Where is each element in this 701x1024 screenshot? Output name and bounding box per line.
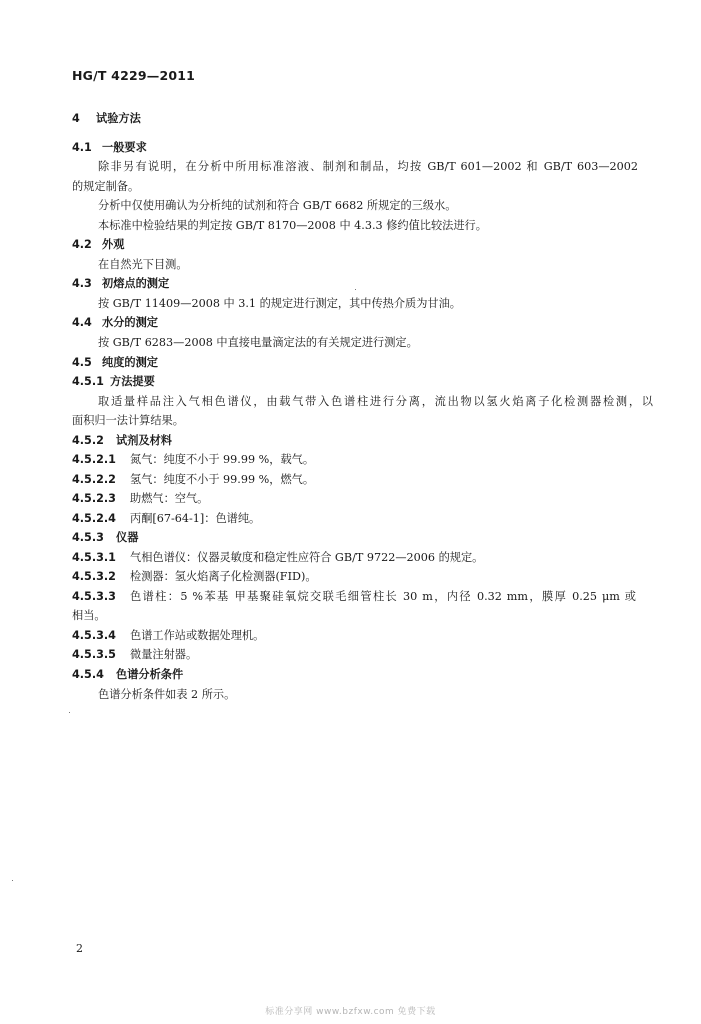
paragraph-text: 本标准中检验结果的判定按 GB/T 8170—2008 中 4.3.3 修约值比较法进行。 [98,219,487,232]
section-title: 外观 [102,238,125,251]
paragraph-text: 取适量样品注入气相色谱仪，由载气带入色谱柱进行分离，流出物以氢火焰离子化检测器检测，以 [98,395,653,408]
section-number: 4.5 [72,356,92,369]
footer-watermark: 标准分享网 www.bzfxw.com 免费下载 [265,1007,436,1017]
clause-4-5-3-2 [72,570,317,584]
section-title: 初熔点的测定 [102,277,170,290]
section-4-5-2-heading [72,434,172,448]
paragraph-text: 的规定制备。 [72,180,140,193]
scan-speck [355,289,356,290]
clause-number: 4.5.2.1 [72,453,116,466]
clause-text: 微量注射器。 [130,648,198,661]
scan-speck [69,712,70,713]
page-number: 2 [76,942,83,955]
clause-text: 丙酮[67-64-1]：色谱纯。 [130,512,261,525]
clause-number: 4.5.2.2 [72,473,116,486]
paragraph-text: 分析中仅使用确认为分析纯的试剂和符合 GB/T 6682 所规定的三级水。 [98,199,457,212]
clause-continuation: 相当。 [72,609,106,622]
clause-text: 氢气：纯度不小于 99.99 %，燃气。 [130,473,315,486]
clause-text: 助燃气：空气。 [130,492,209,505]
paragraph-text: 按 GB/T 6283—2008 中直接电量滴定法的有关规定进行测定。 [98,336,418,349]
section-4-5-3-heading [72,531,138,545]
standard-code-header: HG/T 4229—2011 [72,68,196,83]
section-number: 4.5.3 [72,531,104,544]
section-4-5-1-heading [72,375,155,389]
section-4-1-heading [72,141,147,155]
paragraph-text: 在自然光下目测。 [98,258,188,271]
clause-4-5-2-2 [72,473,314,487]
clause-text: 气相色谱仪：仪器灵敏度和稳定性应符合 GB/T 9722—2006 的规定。 [130,551,484,564]
section-number: 4.2 [72,238,92,251]
clause-4-5-3-1 [72,551,483,565]
section-title: 试验方法 [96,112,141,125]
clause-text: 色谱工作站或数据处理机。 [130,629,265,642]
clause-number: 4.5.3.1 [72,551,116,564]
clause-4-5-2-1 [72,453,314,467]
section-title: 色谱分析条件 [116,668,184,681]
section-number: 4.5.2 [72,434,104,447]
paragraph-text: 按 GB/T 11409—2008 中 3.1 的规定进行测定，其中传热介质为甘油。 [98,297,461,310]
section-title: 方法提要 [110,375,155,388]
section-number: 4.5.1 [72,375,104,388]
section-number: 4.5.4 [72,668,104,681]
section-title: 纯度的测定 [102,356,158,369]
section-title: 一般要求 [102,141,147,154]
section-4-heading [72,112,141,126]
clause-4-5-2-4 [72,512,260,526]
section-number: 4 [72,112,80,125]
section-number: 4.4 [72,316,92,329]
clause-text: 检测器：氢火焰离子化检测器(FID)。 [130,570,317,583]
section-number: 4.3 [72,277,92,290]
clause-number: 4.5.3.3 [72,590,116,603]
section-4-5-heading [72,356,158,370]
clause-4-5-2-3 [72,492,208,506]
clause-number: 4.5.2.3 [72,492,116,505]
section-title: 水分的测定 [102,316,158,329]
paragraph-text: 面积归一法计算结果。 [72,414,184,427]
section-title: 仪器 [116,531,139,544]
clause-number: 4.5.2.4 [72,512,116,525]
clause-number: 4.5.3.2 [72,570,116,583]
clause-4-5-3-5 [72,648,197,662]
section-4-4-heading [72,316,158,330]
paragraph-text: 除非另有说明，在分析中所用标准溶液、制剂和制品，均按 GB/T 601—2002 和 GB/T 603—2002 [98,160,638,173]
paragraph-text: 色谱分析条件如表 2 所示。 [98,688,236,701]
section-4-5-4-heading [72,668,183,682]
section-4-2-heading [72,238,124,252]
clause-text: 氮气：纯度不小于 99.99 %，载气。 [130,453,315,466]
clause-4-5-3-4 [72,629,264,643]
section-4-3-heading [72,277,169,291]
scan-speck [12,880,13,881]
clause-number: 4.5.3.4 [72,629,116,642]
clause-4-5-3-3 [72,590,636,604]
clause-text: 色谱柱：5 %苯基 甲基聚硅氧烷交联毛细管柱长 30 m，内径 0.32 mm，膜厚 0.25 μm 或 [130,590,636,603]
section-title: 试剂及材料 [116,434,172,447]
clause-number: 4.5.3.5 [72,648,116,661]
section-number: 4.1 [72,141,92,154]
